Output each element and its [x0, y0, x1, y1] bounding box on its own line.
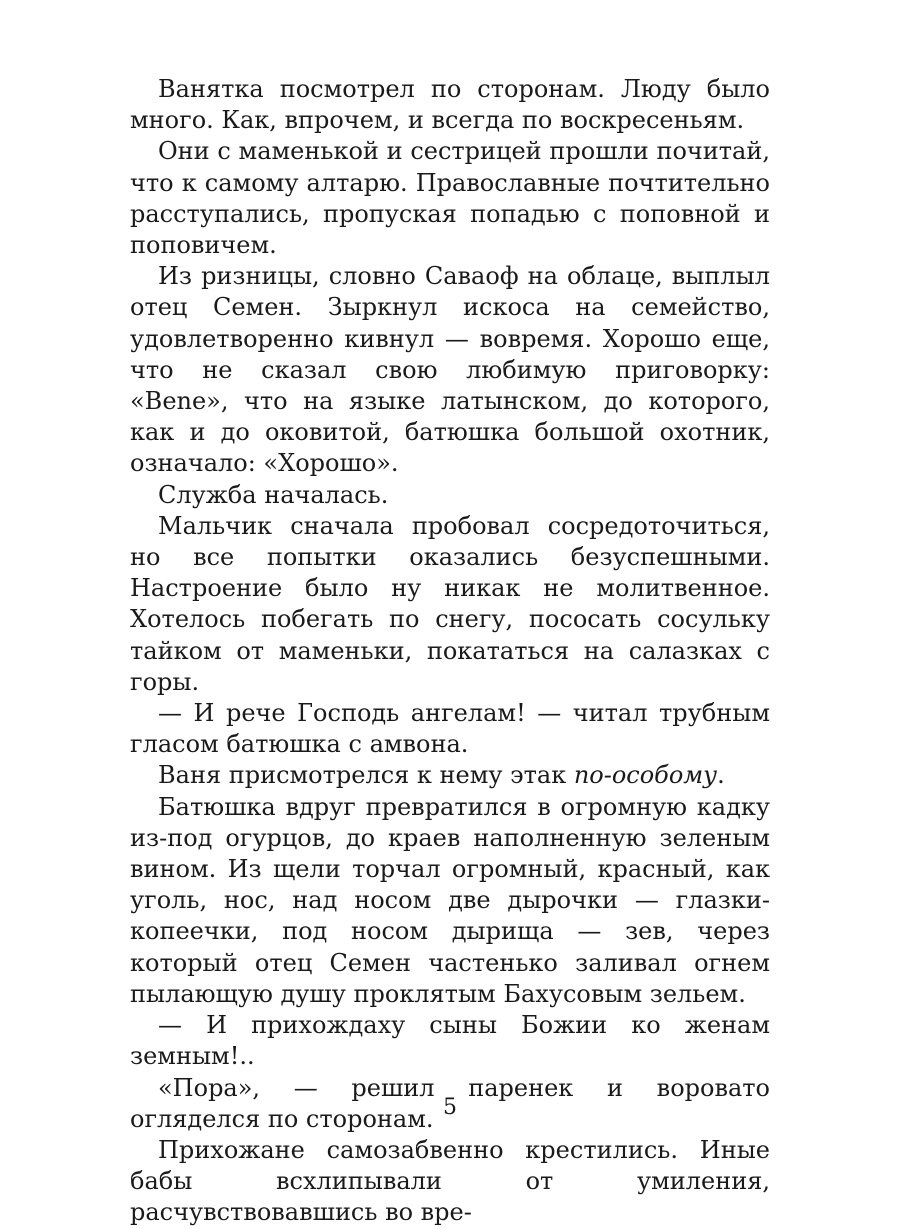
paragraph-6: — И рече Господь ангелам! — читал трубным гласом батюшка с амвона. [130, 699, 770, 759]
paragraph-7-end: . [717, 761, 725, 790]
paragraph-7-text: Ваня присмотрелся к нему этак [158, 761, 574, 790]
paragraph-11: Прихожане самозабвенно крестились. Иные бабы всхлипывали от умиления, расчувствовавшись во вре- [130, 1135, 770, 1227]
paragraph-4: Служба началась. [158, 480, 389, 509]
paragraph-3: Из ризницы, словно Саваоф на облаце, выплыл отец Семен. Зыркнул искоса на семейство, удовлетворенно кивнул — вовремя. Хорошо еще, что не сказал свою любимую приговорку: «Bene», что на языке латынском, до которого, как и до оковитой, батюшка большой охотник, означало: «Хорошо». [130, 262, 770, 478]
paragraph-2: Они с маменькой и сестрицей прошли почитай, что к самому алтарю. Православные почтительно расступались, пропуская попадью с поповной и поповичем. [130, 137, 770, 260]
paragraph-8: Батюшка вдруг превратился в огромную кадку из-под огурцов, до краев наполненную зеленым вином. Из щели торчал огромный, красный, как уголь, нос, над носом две дырочки — глазки-копеечки, под носом дырища — зев, через который отец Семен частенько заливал огнем пылающую душу проклятым Бахусовым зельем. [130, 792, 770, 1008]
paragraph-9: — И прихождаху сыны Божии ко женам земным!.. [130, 1011, 770, 1071]
page-text [130, 74, 770, 1229]
paragraph-7 [130, 760, 770, 791]
page-number: 5 [443, 1095, 457, 1120]
paragraph-5: Мальчик сначала пробовал сосредоточиться, но все попытки оказались безуспешными. Настроение было ну никак не молитвенное. Хотелось побегать по снегу, пососать сосульку тайком от маменьки, покататься на салазках с горы. [130, 511, 770, 696]
paragraph-7-italic: по-особому [573, 761, 718, 790]
paragraph-1: Ванятка посмотрел по сторонам. Люду было много. Как, впрочем, и всегда по воскресеньям. [130, 75, 770, 135]
paragraph-10: «Пора», — решил паренек и воровато огляделся по сторонам. [130, 1073, 770, 1133]
